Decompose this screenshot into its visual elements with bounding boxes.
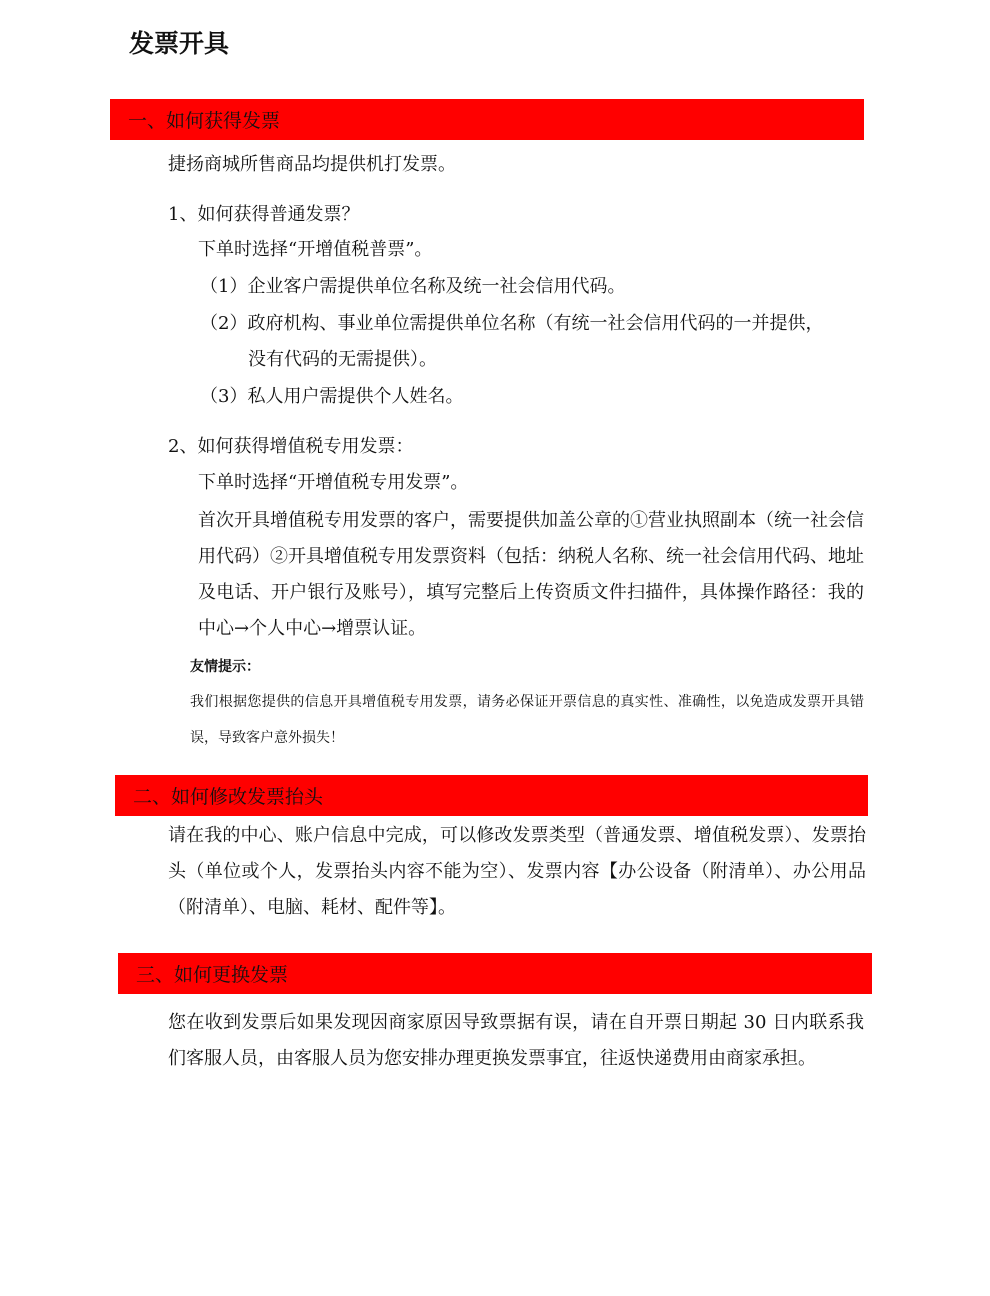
q2-detail: 首次开具增值税专用发票的客户，需要提供加盖公章的①营业执照副本（统一社会信用代码）②开具增值税专用发票资料（包括：纳税人名称、统一社会信用代码、地址及电话、开户银行及账号），填写完整后上传资质文件扫描件，具体操作路径：我的中心→个人中心→增票认证。: [198, 510, 864, 639]
section-heading-replace-invoice: [118, 953, 872, 994]
q1-item-2: （2）政府机构、事业单位需提供单位名称（有统一社会信用代码的一并提供，: [200, 313, 824, 334]
q2-instruction: 下单时选择“开增值税专用发票”。: [198, 472, 469, 493]
section-heading-get-invoice: [110, 99, 864, 140]
tip-body: 我们根据您提供的信息开具增值税专用发票，请务必保证开票信息的真实性、准确性，以免造成发票开具错误，导致客户意外损失！: [190, 694, 864, 746]
section-heading-label: 一、如何获得发票: [128, 110, 281, 132]
q1-title: 1、如何获得普通发票？: [168, 204, 360, 225]
q1-item-3: （3）私人用户需提供个人姓名。: [200, 386, 464, 407]
q1-instruction: 下单时选择“开增值税普票”。: [198, 239, 433, 260]
section-heading-edit-title: [115, 775, 868, 816]
page-title: 发票开具: [129, 29, 230, 58]
section3-body: 您在收到发票后如果发现因商家原因导致票据有误，请在自开票日期起 30 日内联系我们客服人员，由客服人员为您安排办理更换发票事宜，往返快递费用由商家承担。: [168, 1012, 864, 1069]
q1-item-2-continued: 没有代码的无需提供）。: [248, 349, 437, 370]
q1-item-1: （1）企业客户需提供单位名称及统一社会信用代码。: [200, 276, 626, 297]
section-heading-label: 二、如何修改发票抬头: [133, 786, 324, 808]
section1-intro: 捷扬商城所售商品均提供机打发票。: [168, 154, 456, 175]
section2-body: 请在我的中心、账户信息中完成，可以修改发票类型（普通发票、增值税发票）、发票抬头（单位或个人，发票抬头内容不能为空）、发票内容【办公设备（附清单）、办公用品（附清单）、电脑、耗材、配件等】。: [168, 825, 866, 918]
tip-title: 友情提示：: [190, 659, 260, 675]
section-heading-label: 三、如何更换发票: [136, 964, 289, 986]
q2-title: 2、如何获得增值税专用发票：: [168, 436, 414, 457]
